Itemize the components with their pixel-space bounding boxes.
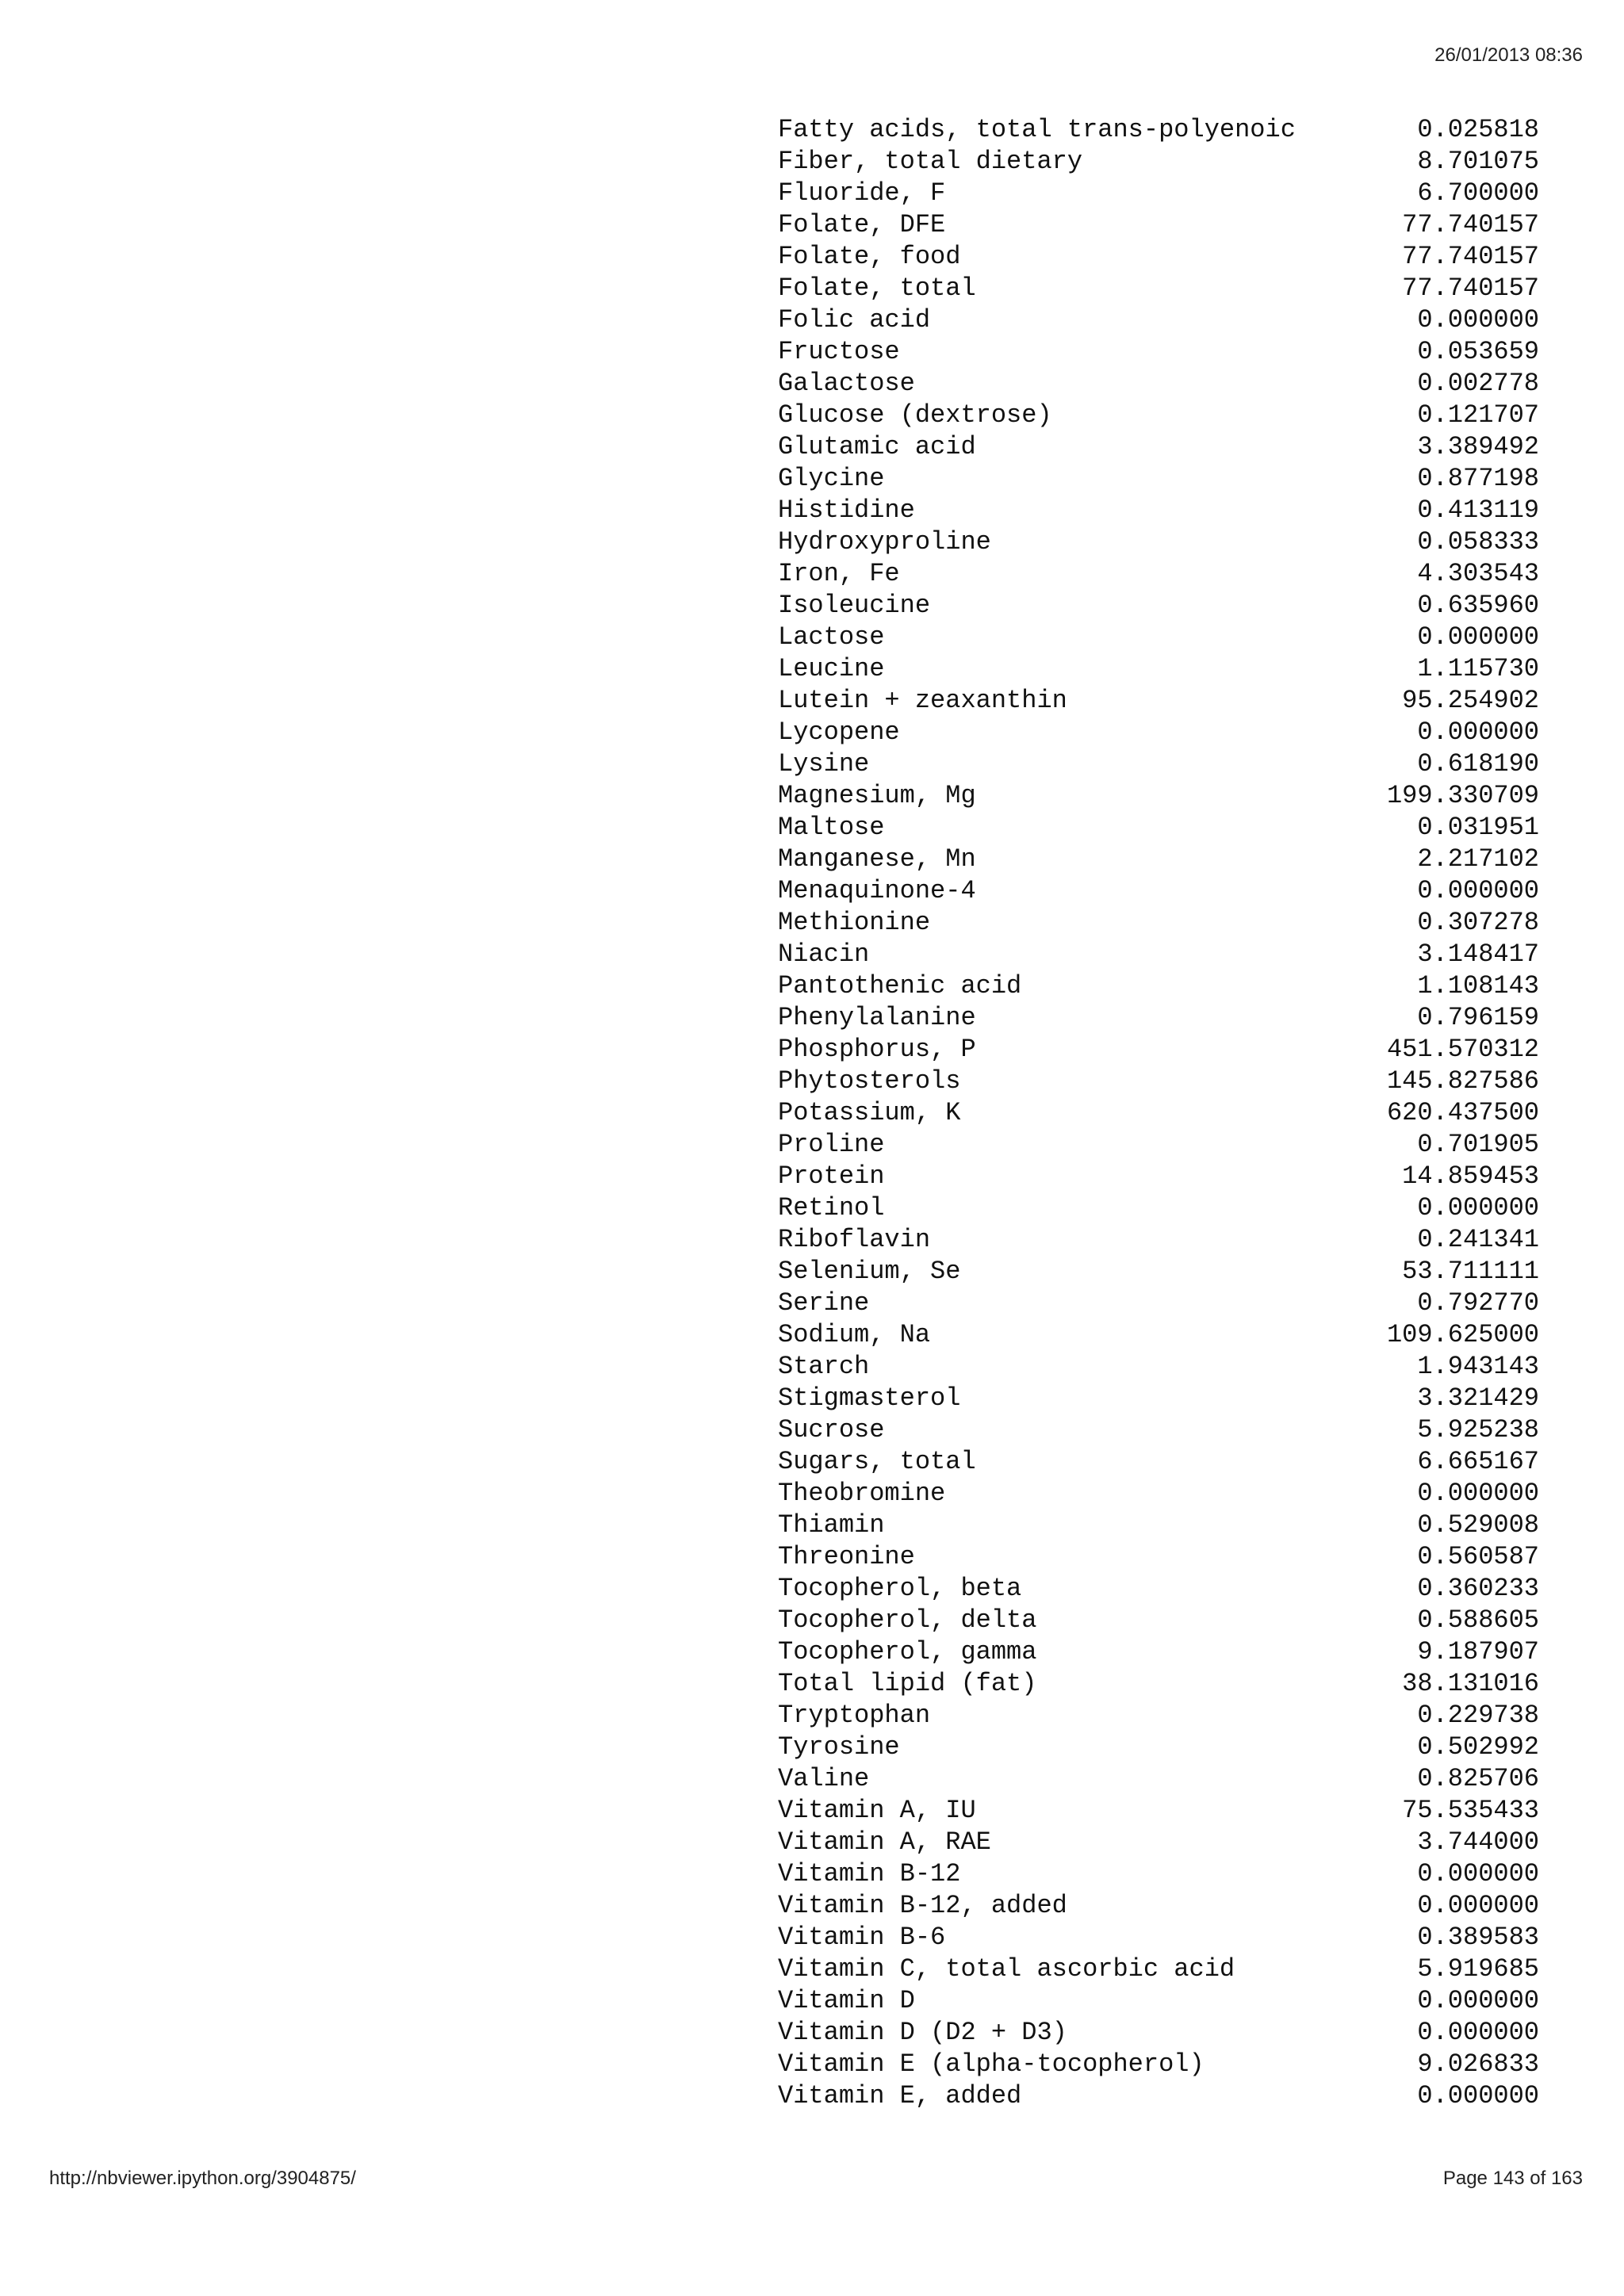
nutrient-name: Sodium, Na xyxy=(778,1320,931,1349)
nutrient-name: Potassium, K xyxy=(778,1098,961,1127)
table-row xyxy=(778,812,1539,844)
table-row xyxy=(778,1161,1539,1192)
nutrient-value: 0.053659 xyxy=(1417,337,1539,366)
table-row xyxy=(778,178,1539,209)
table-row xyxy=(778,1763,1539,1795)
nutrient-name: Leucine xyxy=(778,654,885,683)
table-row xyxy=(778,1795,1539,1827)
table-row xyxy=(778,590,1539,622)
nutrient-value: 3.148417 xyxy=(1417,939,1539,969)
table-row xyxy=(778,717,1539,748)
nutrient-value: 3.389492 xyxy=(1417,432,1539,461)
nutrient-value: 0.502992 xyxy=(1417,1732,1539,1762)
table-row xyxy=(778,1129,1539,1161)
nutrient-value: 3.744000 xyxy=(1417,1827,1539,1857)
nutrient-name: Glycine xyxy=(778,464,885,493)
table-row xyxy=(778,368,1539,400)
nutrient-value: 0.877198 xyxy=(1417,464,1539,493)
table-row xyxy=(778,1700,1539,1732)
table-row xyxy=(778,2080,1539,2112)
nutrient-value: 4.303543 xyxy=(1417,559,1539,588)
table-row xyxy=(778,939,1539,970)
nutrient-value: 0.025818 xyxy=(1417,115,1539,144)
nutrient-name: Phytosterols xyxy=(778,1066,961,1096)
nutrient-name: Vitamin D (D2 + D3) xyxy=(778,2018,1067,2047)
table-row xyxy=(778,875,1539,907)
nutrient-value: 6.665167 xyxy=(1417,1447,1539,1476)
nutrient-value: 0.560587 xyxy=(1417,1542,1539,1571)
table-row xyxy=(778,1066,1539,1097)
nutrient-value: 0.389583 xyxy=(1417,1923,1539,1952)
table-row xyxy=(778,1541,1539,1573)
nutrient-value: 38.131016 xyxy=(1402,1669,1539,1698)
table-row xyxy=(778,622,1539,653)
table-row xyxy=(778,304,1539,336)
nutrient-name: Valine xyxy=(778,1764,870,1793)
table-row xyxy=(778,209,1539,241)
table-row xyxy=(778,1002,1539,1034)
table-row xyxy=(778,273,1539,304)
nutrient-name: Thiamin xyxy=(778,1510,885,1540)
table-row xyxy=(778,1478,1539,1510)
nutrient-value: 0.000000 xyxy=(1417,1859,1539,1888)
nutrient-value: 0.701905 xyxy=(1417,1130,1539,1159)
nutrient-name: Vitamin D xyxy=(778,1986,915,2015)
nutrient-value: 9.187907 xyxy=(1417,1637,1539,1667)
table-row xyxy=(778,1636,1539,1668)
nutrient-name: Methionine xyxy=(778,908,931,937)
table-row xyxy=(778,1383,1539,1414)
nutrient-value: 3.321429 xyxy=(1417,1383,1539,1413)
table-row xyxy=(778,431,1539,463)
nutrient-name: Lutein + zeaxanthin xyxy=(778,686,1067,715)
nutrient-value: 1.108143 xyxy=(1417,971,1539,1001)
table-row xyxy=(778,1858,1539,1890)
table-row xyxy=(778,1573,1539,1605)
nutrient-name: Histidine xyxy=(778,496,915,525)
nutrient-value: 0.000000 xyxy=(1417,1986,1539,2015)
nutrient-value: 0.002778 xyxy=(1417,369,1539,398)
nutrient-name: Fiber, total dietary xyxy=(778,147,1083,176)
nutrient-name: Pantothenic acid xyxy=(778,971,1022,1001)
nutrient-value: 0.825706 xyxy=(1417,1764,1539,1793)
print-timestamp: 26/01/2013 08:36 xyxy=(1434,44,1583,66)
nutrient-name: Folate, food xyxy=(778,242,961,271)
table-row xyxy=(778,685,1539,717)
nutrient-name: Glutamic acid xyxy=(778,432,976,461)
table-row xyxy=(778,907,1539,939)
nutrient-name: Iron, Fe xyxy=(778,559,900,588)
table-row xyxy=(778,1034,1539,1066)
nutrient-value: 0.413119 xyxy=(1417,496,1539,525)
nutrient-name: Lycopene xyxy=(778,718,900,747)
nutrient-value: 0.229738 xyxy=(1417,1701,1539,1730)
table-row xyxy=(778,748,1539,780)
nutrient-name: Glucose (dextrose) xyxy=(778,400,1052,430)
nutrient-name: Folic acid xyxy=(778,305,931,335)
table-row xyxy=(778,2017,1539,2049)
nutrient-value: 5.919685 xyxy=(1417,1954,1539,1984)
nutrient-name: Vitamin E (alpha-tocopherol) xyxy=(778,2049,1205,2079)
nutrient-value: 0.000000 xyxy=(1417,2018,1539,2047)
nutrient-value: 0.360233 xyxy=(1417,1574,1539,1603)
nutrient-value: 0.792770 xyxy=(1417,1288,1539,1318)
table-row xyxy=(778,400,1539,431)
nutrient-name: Vitamin C, total ascorbic acid xyxy=(778,1954,1235,1984)
nutrient-name: Selenium, Se xyxy=(778,1257,961,1286)
table-row xyxy=(778,1192,1539,1224)
table-row xyxy=(778,1890,1539,1922)
nutrient-name: Phenylalanine xyxy=(778,1003,976,1032)
nutrient-value: 5.925238 xyxy=(1417,1415,1539,1445)
table-row xyxy=(778,146,1539,178)
nutrient-value: 199.330709 xyxy=(1386,781,1539,810)
nutrient-name: Tocopherol, gamma xyxy=(778,1637,1037,1667)
nutrient-name: Fluoride, F xyxy=(778,178,946,208)
nutrient-value: 0.000000 xyxy=(1417,1479,1539,1508)
table-row xyxy=(778,558,1539,590)
nutrient-name: Threonine xyxy=(778,1542,915,1571)
nutrient-value: 95.254902 xyxy=(1402,686,1539,715)
table-row xyxy=(778,844,1539,875)
nutrient-name: Vitamin E, added xyxy=(778,2081,1022,2110)
nutrient-name: Menaquinone-4 xyxy=(778,876,976,905)
nutrient-name: Magnesium, Mg xyxy=(778,781,976,810)
nutrient-name: Retinol xyxy=(778,1193,885,1223)
nutrient-value: 77.740157 xyxy=(1402,210,1539,239)
nutrient-name: Vitamin A, IU xyxy=(778,1796,976,1825)
nutrient-value: 0.121707 xyxy=(1417,400,1539,430)
nutrient-name: Vitamin A, RAE xyxy=(778,1827,991,1857)
nutrient-value: 14.859453 xyxy=(1402,1161,1539,1191)
nutrient-name: Galactose xyxy=(778,369,915,398)
nutrient-name: Folate, DFE xyxy=(778,210,946,239)
nutrient-value: 0.058333 xyxy=(1417,527,1539,557)
nutrient-value: 1.943143 xyxy=(1417,1352,1539,1381)
nutrient-name: Niacin xyxy=(778,939,870,969)
table-row xyxy=(778,1510,1539,1541)
table-row xyxy=(778,1605,1539,1636)
nutrient-name: Riboflavin xyxy=(778,1225,931,1254)
nutrient-name: Manganese, Mn xyxy=(778,844,976,874)
nutrient-value: 0.000000 xyxy=(1417,1193,1539,1223)
nutrient-name: Isoleucine xyxy=(778,591,931,620)
table-row xyxy=(778,1351,1539,1383)
nutrient-value: 0.241341 xyxy=(1417,1225,1539,1254)
nutrient-name: Proline xyxy=(778,1130,885,1159)
nutrient-name: Stigmasterol xyxy=(778,1383,961,1413)
nutrient-name: Vitamin B-6 xyxy=(778,1923,946,1952)
nutrient-name: Tocopherol, beta xyxy=(778,1574,1022,1603)
nutrient-value: 1.115730 xyxy=(1417,654,1539,683)
table-row xyxy=(778,970,1539,1002)
nutrient-value: 0.000000 xyxy=(1417,876,1539,905)
nutrient-name: Tocopherol, delta xyxy=(778,1605,1037,1635)
nutrient-name: Tryptophan xyxy=(778,1701,931,1730)
nutrient-value: 0.635960 xyxy=(1417,591,1539,620)
table-row xyxy=(778,1224,1539,1256)
table-row xyxy=(778,1827,1539,1858)
nutrient-name: Lactose xyxy=(778,622,885,652)
table-row xyxy=(778,1668,1539,1700)
nutrient-value: 75.535433 xyxy=(1402,1796,1539,1825)
nutrient-value: 9.026833 xyxy=(1417,2049,1539,2079)
table-row xyxy=(778,526,1539,558)
nutrient-name: Sucrose xyxy=(778,1415,885,1445)
table-row xyxy=(778,1256,1539,1288)
nutrient-value: 0.588605 xyxy=(1417,1605,1539,1635)
table-row xyxy=(778,1319,1539,1351)
nutrient-value: 0.000000 xyxy=(1417,718,1539,747)
table-row xyxy=(778,780,1539,812)
nutrient-value: 0.796159 xyxy=(1417,1003,1539,1032)
nutrient-value: 77.740157 xyxy=(1402,242,1539,271)
nutrient-value: 109.625000 xyxy=(1386,1320,1539,1349)
table-row xyxy=(778,2049,1539,2080)
nutrient-name: Phosphorus, P xyxy=(778,1035,976,1064)
nutrient-name: Protein xyxy=(778,1161,885,1191)
nutrient-name: Theobromine xyxy=(778,1479,946,1508)
nutrient-value: 77.740157 xyxy=(1402,274,1539,303)
nutrient-value: 451.570312 xyxy=(1386,1035,1539,1064)
table-row xyxy=(778,1414,1539,1446)
nutrient-name: Sugars, total xyxy=(778,1447,976,1476)
nutrient-value: 0.529008 xyxy=(1417,1510,1539,1540)
nutrient-name: Tyrosine xyxy=(778,1732,900,1762)
table-row xyxy=(778,1288,1539,1319)
nutrient-name: Total lipid (fat) xyxy=(778,1669,1037,1698)
nutrient-value: 0.000000 xyxy=(1417,2081,1539,2110)
table-row xyxy=(778,1954,1539,1985)
nutrient-value: 8.701075 xyxy=(1417,147,1539,176)
nutrient-value: 53.711111 xyxy=(1402,1257,1539,1286)
table-row xyxy=(778,336,1539,368)
nutrient-value: 0.618190 xyxy=(1417,749,1539,779)
nutrient-name: Hydroxyproline xyxy=(778,527,991,557)
nutrient-value: 0.000000 xyxy=(1417,622,1539,652)
table-row xyxy=(778,653,1539,685)
nutrient-rows xyxy=(778,114,1539,2112)
table-row xyxy=(778,1985,1539,2017)
table-row xyxy=(778,1922,1539,1954)
table-row xyxy=(778,1097,1539,1129)
nutrient-name: Lysine xyxy=(778,749,870,779)
nutrient-name: Starch xyxy=(778,1352,870,1381)
table-row xyxy=(778,114,1539,146)
nutrient-value: 6.700000 xyxy=(1417,178,1539,208)
nutrient-name: Maltose xyxy=(778,813,885,842)
nutrient-value: 620.437500 xyxy=(1386,1098,1539,1127)
table-row xyxy=(778,463,1539,495)
nutrient-value: 0.000000 xyxy=(1417,1891,1539,1920)
nutrient-name: Folate, total xyxy=(778,274,976,303)
nutrient-value: 0.307278 xyxy=(1417,908,1539,937)
nutrient-value: 145.827586 xyxy=(1386,1066,1539,1096)
page-number: Page 143 of 163 xyxy=(1442,2168,1583,2189)
nutrient-value: 0.031951 xyxy=(1417,813,1539,842)
source-url-link[interactable]: http://nbviewer.ipython.org/3904875/ xyxy=(49,2168,356,2189)
table-row xyxy=(778,241,1539,273)
nutrient-name: Vitamin B-12 xyxy=(778,1859,961,1888)
nutrient-value: 0.000000 xyxy=(1417,305,1539,335)
nutrient-name: Vitamin B-12, added xyxy=(778,1891,1067,1920)
table-row xyxy=(778,495,1539,526)
table-row xyxy=(778,1732,1539,1763)
nutrient-name: Fructose xyxy=(778,337,900,366)
nutrient-name: Fatty acids, total trans-polyenoic xyxy=(778,115,1296,144)
nutrient-value: 2.217102 xyxy=(1417,844,1539,874)
nutrient-name: Serine xyxy=(778,1288,870,1318)
nutrient-table xyxy=(778,114,1539,2112)
table-row xyxy=(778,1446,1539,1478)
